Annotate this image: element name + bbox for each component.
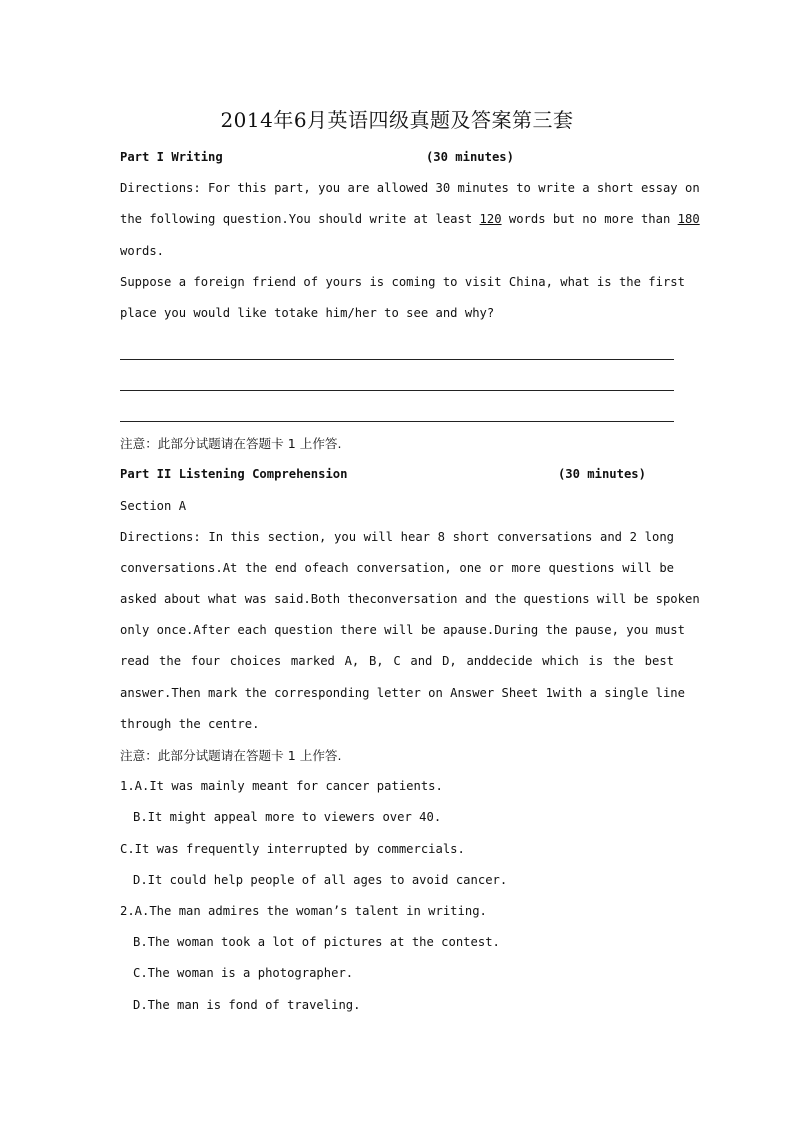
part1-heading-row — [120, 142, 674, 173]
part2-directions-line-4: only once.After each question there will be apause.During the pause, you must — [120, 623, 685, 638]
part2-directions-line-3: asked about what was said.Both theconversation and the questions will be spoken — [120, 592, 700, 607]
max-word-count: 180 — [677, 212, 700, 227]
document-title: 2014年6月英语四级真题及答案第三套 — [220, 108, 574, 132]
part2-note: 注意：此部分试题请在答题卡 1 上作答. — [120, 748, 342, 763]
q2-option-d: D.The man is fond of traveling. — [133, 997, 361, 1012]
part2-heading-row — [120, 459, 674, 490]
section-a-heading: Section A — [120, 498, 187, 513]
q1-option-a: 1.A.It was mainly meant for cancer patients. — [120, 779, 443, 794]
part2-directions-line-7: through the centre. — [120, 716, 260, 731]
part2-time: (30 minutes) — [557, 467, 646, 482]
min-word-count: 120 — [479, 212, 502, 227]
answer-line-3 — [120, 391, 674, 422]
part2-directions-line-2: conversations.At the end ofeach conversation, one or more questions will be — [120, 560, 674, 575]
part1-heading: Part I Writing — [120, 150, 223, 164]
part2-directions-line-5: read the four choices marked A, B, C and D, anddecide which is the best — [120, 654, 674, 669]
q2-option-a: 2.A.The man admires the woman’s talent in writing. — [120, 903, 487, 918]
part1-directions-line-1: Directions: For this part, you are allowed 30 minutes to write a short essay on — [120, 181, 700, 196]
part1-directions-line-2: the following question.You should write at least 120 words but no more than 180 — [120, 212, 700, 227]
q1-option-d: D.It could help people of all ages to avoid cancer. — [133, 872, 508, 887]
part1-directions-line-3: words. — [120, 243, 165, 258]
part1-note: 注意：此部分试题请在答题卡 1 上作答. — [120, 436, 342, 452]
part2-directions-line-1: Directions: In this section, you will hear 8 short conversations and 2 long — [120, 529, 674, 544]
q1-option-c: C.It was frequently interrupted by commercials. — [120, 841, 465, 856]
q2-option-b: B.The woman took a lot of pictures at the contest. — [133, 935, 500, 950]
part1-prompt-line-2: place you would like totake him/her to see and why? — [120, 305, 495, 320]
answer-line-2 — [120, 360, 674, 391]
answer-line-1 — [120, 329, 674, 360]
part1-time: (30 minutes) — [425, 150, 514, 164]
q2-option-c: C.The woman is a photographer. — [133, 966, 354, 981]
part2-directions-line-6: answer.Then mark the corresponding letter on Answer Sheet 1with a single line — [120, 685, 685, 700]
q1-option-b: B.It might appeal more to viewers over 40. — [133, 810, 442, 825]
part2-heading: Part II Listening Comprehension — [120, 467, 348, 482]
part1-prompt-line-1: Suppose a foreign friend of yours is coming to visit China, what is the first — [120, 274, 685, 289]
document-body — [120, 142, 700, 1021]
